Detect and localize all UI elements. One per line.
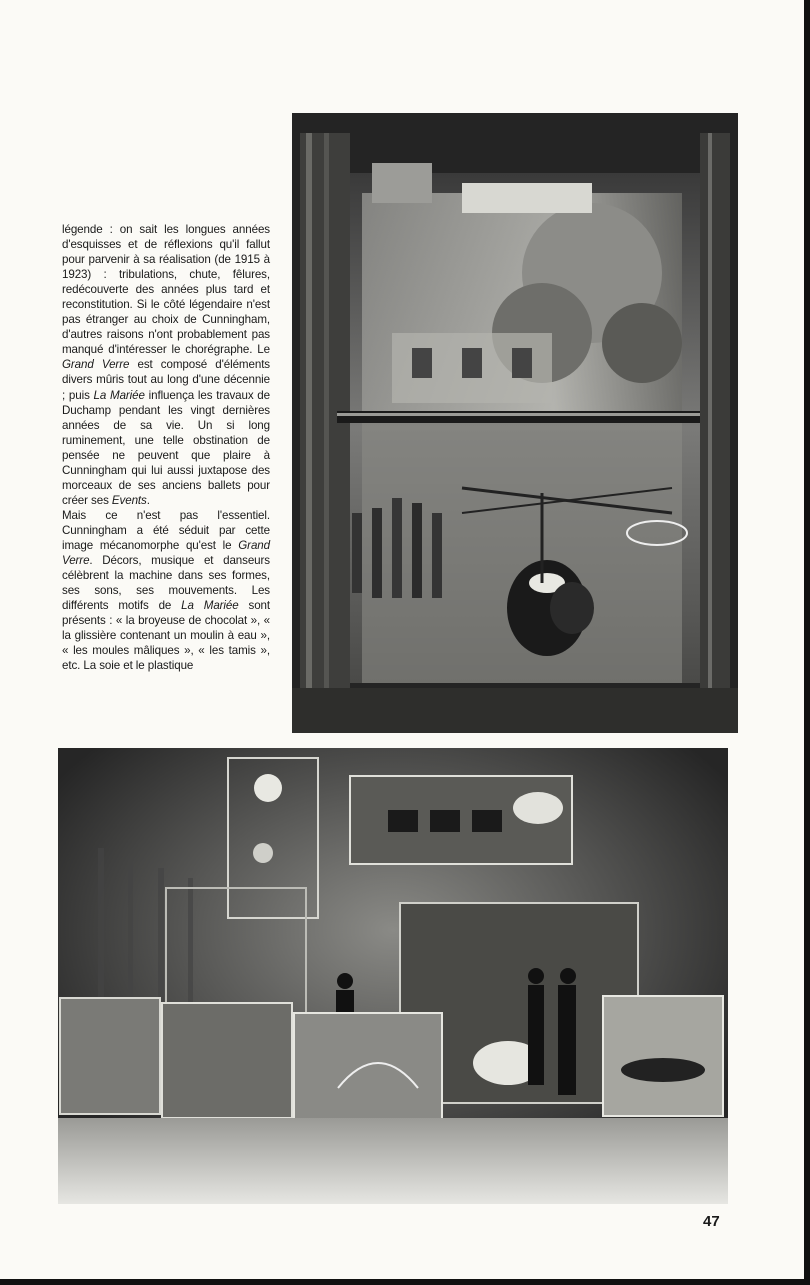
text-run: légende : on sait les longues années d'esquisses et de réflexions qu'il fallut pour parvenir à sa réalisation (de 1915 à 1923) : tribulations, chute, fêlures, redécouverte des années plus tard et reconstitution. Si le côté légendaire n'est pas étranger au choix de Cunningham, d'autres raisons n'ont probablement pas manqué d'intéresser le chorégraphe. Le <box>62 223 270 357</box>
text-run: . Décors, musique et danseurs célèbrent la machine dans ses formes, ses sons, ses mouvements. Les différents motifs de <box>62 554 270 613</box>
article-paragraph <box>62 508 270 674</box>
stage-photo-graphic <box>58 748 728 1204</box>
italic-title: Grand Verre <box>62 538 270 568</box>
page-number: 47 <box>703 1213 720 1230</box>
italic-title: La Mariée <box>181 599 239 613</box>
text-run: influença les travaux de Duchamp pendant les vingt dernières années de sa vie. Un si long ruminement, une telle obstination de pensée ne peuvent que plaire à Cunningham qui lui aussi juxtapose des morceaux de ses anciens ballets pour créer ses <box>62 388 271 507</box>
photo-large-glass <box>292 113 738 733</box>
text-run: sont présents : « la broyeuse de chocolat », « la glissière contenant un moulin à eau », « les moules mâliques », « les tamis », etc. La soie et le plastique <box>62 599 271 673</box>
large-glass-photo-graphic <box>292 113 738 733</box>
text-run: . <box>146 493 150 507</box>
photo-stage-performance <box>58 748 728 1204</box>
article-paragraph <box>62 222 270 508</box>
text-run: Mais ce n'est pas l'essentiel. Cunningham a été séduit par cette image mécanomorphe qu'est le <box>62 508 270 552</box>
text-run: est composé d'éléments divers mûris tout au long d'une décennie ; puis <box>62 358 271 402</box>
article-text-column <box>62 222 270 673</box>
italic-title: Events <box>111 493 147 507</box>
italic-title: Grand Verre <box>62 358 130 372</box>
italic-title: La Mariée <box>93 388 145 402</box>
